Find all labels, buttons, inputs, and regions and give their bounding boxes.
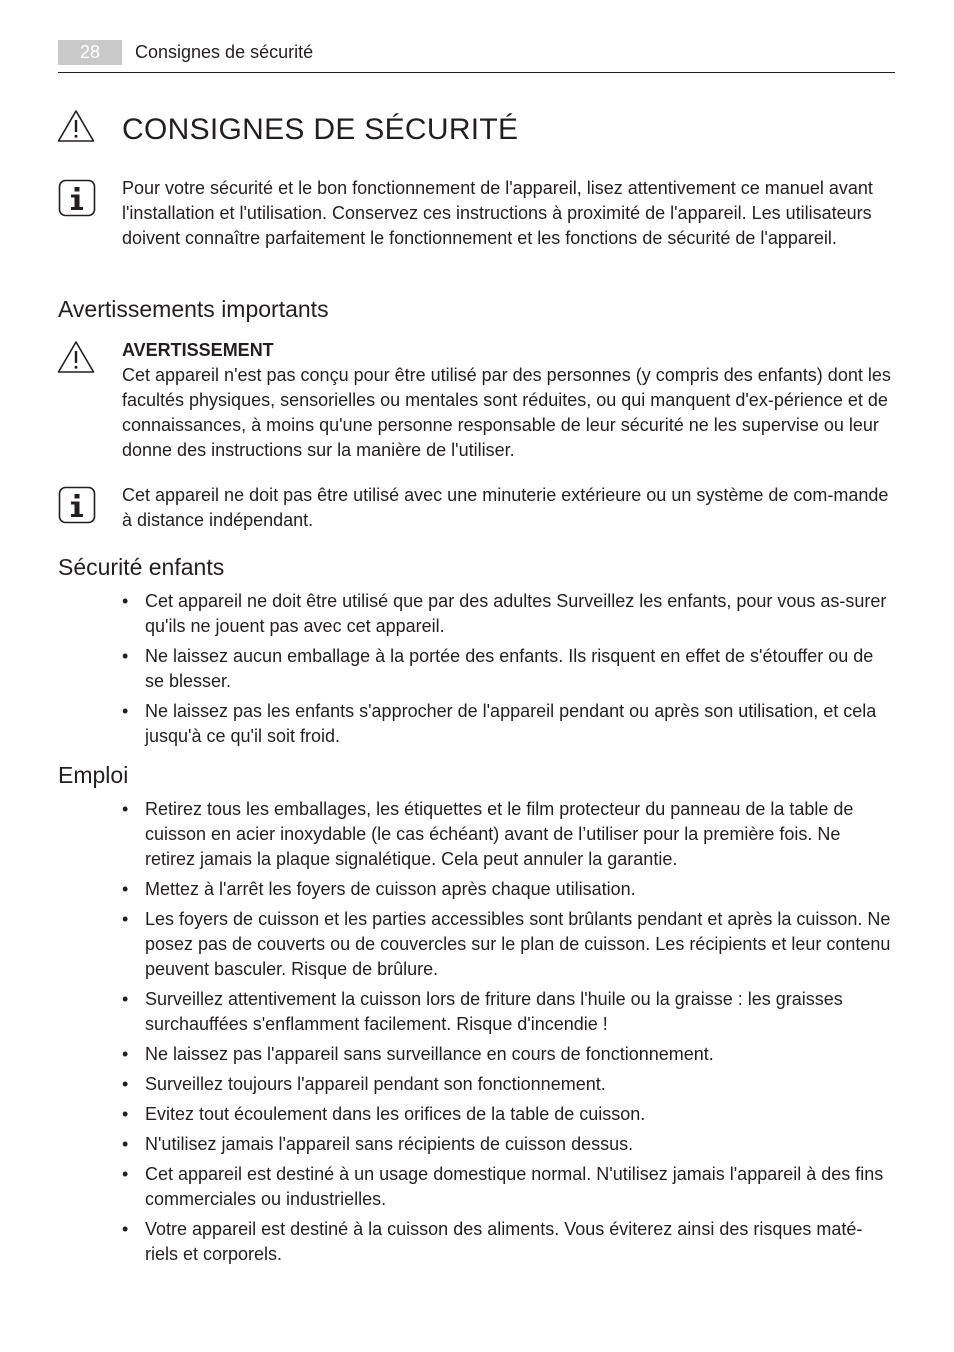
heading-usage: Emploi — [58, 762, 129, 788]
page-title: CONSIGNES DE SÉCURITÉ — [122, 113, 519, 146]
warning-label: AVERTISSEMENT — [122, 340, 274, 360]
children-safety-list — [122, 589, 892, 754]
info-icon — [58, 486, 96, 524]
header-section-title: Consignes de sécurité — [135, 42, 314, 62]
info-text: Cet appareil ne doit pas être utilisé avec une minuterie extérieure ou un système de com-mande à distance indépendant. — [122, 485, 889, 530]
warning-triangle-icon — [57, 109, 95, 143]
list-item: • Cet appareil ne doit être utilisé que par des adultes Surveillez les enfants, pour vous as-surer qu'ils ne jouent pas avec cet appareil. — [122, 589, 892, 639]
list-item: • Mettez à l'arrêt les foyers de cuisson après chaque utilisation. — [122, 877, 892, 902]
list-item: • Evitez tout écoulement dans les orifices de la table de cuisson. — [122, 1102, 892, 1127]
heading-warnings: Avertissements importants — [58, 296, 329, 322]
list-item: • Ne laissez aucun emballage à la portée des enfants. Ils risquent en effet de s'étouffer ou de se blesser. — [122, 644, 892, 694]
warning-text: Cet appareil n'est pas conçu pour être utilisé par des personnes (y compris des enfants) dont les facultés physiques, sensorielles ou mentales sont réduites, ou qui manquent d'ex-périence et de connaissances, à moins qu'une personne responsable de leur sécurité ne les supervise ou leur donne des instructions sur la manière de l'utiliser. — [122, 365, 891, 460]
intro-paragraph: Pour votre sécurité et le bon fonctionnement de l'appareil, lisez attentivement ce manuel avant l'installation et l'utilisation. Conservez ces instructions à proximité de l'appareil. Les utilisateurs doivent connaître parfaitement le fonctionnement et les fonctions de sécurité de l'appareil. — [122, 178, 873, 248]
usage-list — [122, 797, 892, 1272]
warning-triangle-icon — [57, 340, 95, 374]
list-item: • Ne laissez pas l'appareil sans surveillance en cours de fonctionnement. — [122, 1042, 892, 1067]
list-item: • Ne laissez pas les enfants s'approcher de l'appareil pendant ou après son utilisation, et cela jusqu'à ce qu'il soit froid. — [122, 699, 892, 749]
list-item: • Surveillez toujours l'appareil pendant son fonctionnement. — [122, 1072, 892, 1097]
list-item: • Les foyers de cuisson et les parties accessibles sont brûlants pendant et après la cuisson. Ne posez pas de couverts ou de couvercles sur le plan de cuisson. Les récipients et leur contenu peuvent basculer. Risque de brûlure. — [122, 907, 892, 982]
list-item: • Surveillez attentivement la cuisson lors de friture dans l'huile ou la graisse : les graisses surchauffées s'enflamment facilement. Risque d'incendie ! — [122, 987, 892, 1037]
page-number: 28 — [58, 40, 122, 65]
list-item: • Retirez tous les emballages, les étiquettes et le film protecteur du panneau de la table de cuisson en acier inoxydable (le cas échéant) avant de l’utiliser pour la première fois. Ne retirez jamais la plaque signalétique. Cela peut annuler la garantie. — [122, 797, 892, 872]
page-header — [58, 40, 895, 73]
list-item: • N'utilisez jamais l'appareil sans récipients de cuisson dessus. — [122, 1132, 892, 1157]
heading-children-safety: Sécurité enfants — [58, 554, 225, 580]
info-icon — [58, 179, 96, 217]
list-item: • Votre appareil est destiné à la cuisson des aliments. Vous éviterez ainsi des risques maté-riels et corporels. — [122, 1217, 892, 1267]
warning-block — [122, 338, 892, 463]
list-item: • Cet appareil est destiné à un usage domestique normal. N'utilisez jamais l'appareil à des fins commerciales ou industrielles. — [122, 1162, 892, 1212]
